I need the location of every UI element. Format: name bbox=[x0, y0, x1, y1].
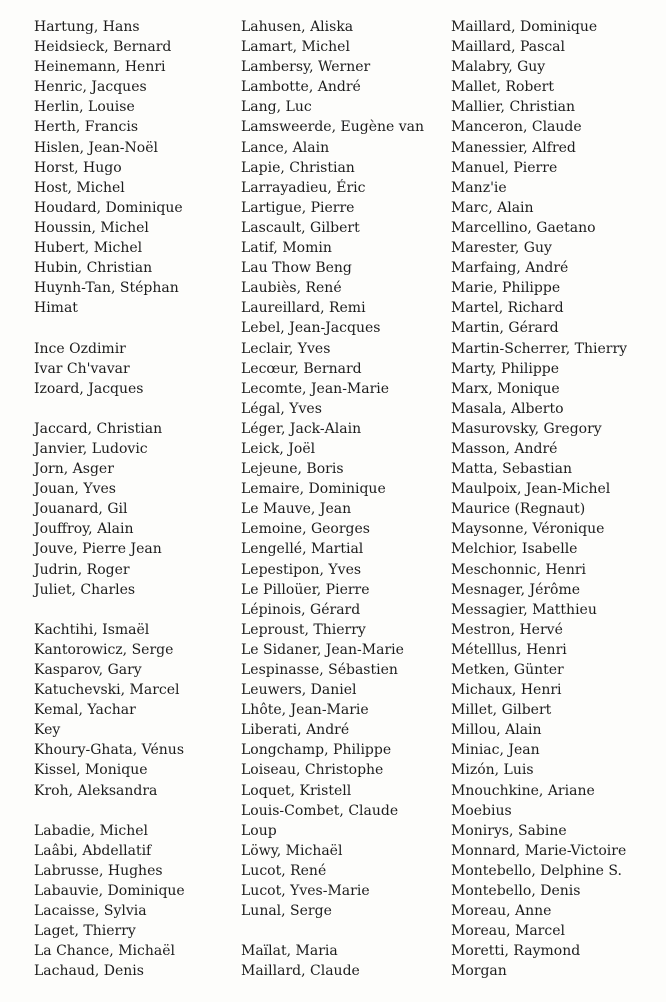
name-entry: Leclair, Yves bbox=[241, 340, 331, 357]
name-entry: Lemoine, Georges bbox=[241, 521, 370, 538]
name-entry: Lambotte, André bbox=[241, 79, 361, 96]
name-entry: Lartigue, Pierre bbox=[241, 199, 355, 216]
name-entry: Lucot, René bbox=[241, 862, 327, 879]
name-entry: Laâbi, Abdellatif bbox=[34, 842, 152, 859]
section-gap bbox=[34, 600, 185, 620]
name-entry: Izoard, Jacques bbox=[34, 380, 144, 397]
name-entry: Moebius bbox=[451, 802, 512, 819]
name-entry: Lacaisse, Sylvia bbox=[34, 903, 147, 920]
name-entry: Lejeune, Boris bbox=[241, 461, 344, 478]
name-entry: Heinemann, Henri bbox=[34, 59, 166, 76]
name-entry: Maillard, Dominique bbox=[451, 19, 598, 35]
name-entry: Houdard, Dominique bbox=[34, 199, 183, 216]
name-entry: Loup bbox=[241, 822, 277, 839]
name-entry: Lascault, Gilbert bbox=[241, 219, 360, 236]
name-entry: Melchior, Isabelle bbox=[451, 541, 578, 558]
name-entry: Katuchevski, Marcel bbox=[34, 682, 180, 699]
name-entry: Lahusen, Aliska bbox=[241, 19, 354, 35]
name-entry: Masson, André bbox=[451, 440, 558, 457]
name-entry: Moreau, Marcel bbox=[451, 923, 565, 940]
name-entry: Mesnager, Jérôme bbox=[451, 581, 581, 598]
name-entry: Lapie, Christian bbox=[241, 159, 355, 176]
name-entry: Herlin, Louise bbox=[34, 99, 135, 116]
name-entry: Légal, Yves bbox=[241, 400, 322, 417]
name-entry: Khoury-Ghata, Vénus bbox=[34, 742, 185, 759]
name-entry: Moretti, Raymond bbox=[451, 943, 581, 960]
name-entry: Hubin, Christian bbox=[34, 260, 153, 277]
name-entry: Liberati, André bbox=[241, 722, 350, 739]
name-entry: Kroh, Aleksandra bbox=[34, 782, 158, 799]
name-entry: Kemal, Yachar bbox=[34, 702, 136, 719]
name-entry: Larrayadieu, Éric bbox=[241, 179, 366, 196]
name-entry: Martel, Richard bbox=[451, 300, 564, 317]
name-entry: Lance, Alain bbox=[241, 139, 330, 156]
name-entry: Manuel, Pierre bbox=[451, 159, 558, 176]
name-entry: Ivar Ch'vavar bbox=[34, 360, 130, 377]
name-entry: Kasparov, Gary bbox=[34, 662, 142, 678]
name-entry: Jaccard, Christian bbox=[34, 420, 163, 437]
name-entry: Montebello, Denis bbox=[451, 883, 581, 900]
name-entry: Hislen, Jean-Noël bbox=[34, 139, 158, 156]
name-entry: Marty, Philippe bbox=[451, 360, 560, 377]
name-entry: Michaux, Henri bbox=[451, 682, 562, 699]
name-entry: Montebello, Delphine S. bbox=[451, 862, 622, 879]
name-entry: Jouan, Yves bbox=[34, 481, 116, 498]
name-entry: Löwy, Michaël bbox=[241, 842, 343, 859]
name-entry: Loquet, Kristell bbox=[241, 782, 352, 799]
name-entry: Masala, Alberto bbox=[451, 400, 564, 417]
name-entry: Miniac, Jean bbox=[451, 742, 540, 759]
name-column-2 bbox=[241, 17, 424, 982]
name-entry: Ince Ozdimir bbox=[34, 340, 126, 357]
name-entry: Le Mauve, Jean bbox=[241, 501, 352, 518]
name-entry: Laubiès, René bbox=[241, 280, 342, 297]
name-entry: Lemaire, Dominique bbox=[241, 481, 386, 498]
name-entry: Hubert, Michel bbox=[34, 240, 143, 257]
name-entry: Marc, Alain bbox=[451, 199, 534, 216]
name-entry: Mizón, Luis bbox=[451, 762, 534, 779]
name-entry: Moreau, Anne bbox=[451, 903, 552, 920]
name-entry: Laget, Thierry bbox=[34, 923, 136, 940]
name-entry: Kissel, Monique bbox=[34, 762, 148, 779]
section-gap bbox=[34, 801, 185, 821]
name-entry: Monirys, Sabine bbox=[451, 822, 567, 839]
name-entry: Millet, Gilbert bbox=[451, 702, 552, 719]
name-entry: Mnouchkine, Ariane bbox=[451, 782, 595, 799]
name-entry: Kantorowicz, Serge bbox=[34, 641, 174, 658]
name-entry: Lambersy, Werner bbox=[241, 59, 371, 76]
name-entry: Houssin, Michel bbox=[34, 219, 149, 236]
name-entry: Herth, Francis bbox=[34, 119, 139, 136]
name-entry: Manessier, Alfred bbox=[451, 139, 576, 156]
name-entry: Morgan bbox=[451, 963, 507, 980]
name-entry: Juliet, Charles bbox=[34, 581, 136, 598]
name-entry: Le Sidaner, Jean-Marie bbox=[241, 641, 404, 658]
name-entry: Lau Thow Beng bbox=[241, 260, 352, 277]
name-entry: Lachaud, Denis bbox=[34, 963, 144, 980]
name-entry: Masurovsky, Gregory bbox=[451, 420, 602, 437]
name-entry: Loiseau, Christophe bbox=[241, 762, 384, 779]
name-entry: Himat bbox=[34, 300, 78, 317]
name-entry: Mételllus, Henri bbox=[451, 641, 567, 658]
name-entry: Labadie, Michel bbox=[34, 822, 149, 839]
name-entry: Marfaing, André bbox=[451, 260, 569, 277]
name-entry: La Chance, Michaël bbox=[34, 943, 175, 960]
name-entry: Lebel, Jean-Jacques bbox=[241, 320, 381, 337]
name-entry: Martin, Gérard bbox=[451, 320, 559, 337]
name-entry: Maysonne, Véronique bbox=[451, 521, 605, 538]
name-column-3 bbox=[451, 17, 627, 982]
name-entry: Maurice (Regnaut) bbox=[451, 501, 586, 518]
name-entry: Messagier, Matthieu bbox=[451, 601, 597, 618]
name-entry: Janvier, Ludovic bbox=[34, 440, 148, 457]
name-entry: Lucot, Yves-Marie bbox=[241, 883, 370, 900]
name-entry: Lecœur, Bernard bbox=[241, 360, 362, 377]
name-entry: Kachtihi, Ismaël bbox=[34, 621, 150, 638]
name-entry: Marie, Philippe bbox=[451, 280, 561, 297]
name-entry: Horst, Hugo bbox=[34, 159, 122, 176]
name-column-1 bbox=[34, 17, 185, 982]
name-entry: Heidsieck, Bernard bbox=[34, 39, 172, 56]
name-entry: Lengellé, Martial bbox=[241, 541, 364, 558]
name-entry: Hartung, Hans bbox=[34, 19, 140, 35]
name-entry: Lamart, Michel bbox=[241, 39, 350, 56]
name-entry: Longchamp, Philippe bbox=[241, 742, 392, 759]
name-entry: Jouve, Pierre Jean bbox=[34, 541, 162, 558]
name-entry: Key bbox=[34, 722, 61, 739]
name-entry: Labrusse, Hughes bbox=[34, 862, 163, 879]
name-entry: Metken, Günter bbox=[451, 662, 564, 678]
name-entry: Matta, Sebastian bbox=[451, 461, 573, 478]
name-entry: Leick, Joël bbox=[241, 440, 316, 457]
name-entry: Labauvie, Dominique bbox=[34, 883, 185, 900]
name-entry: Lecomte, Jean-Marie bbox=[241, 380, 390, 397]
section-gap bbox=[241, 921, 424, 941]
name-entry: Marx, Monique bbox=[451, 380, 560, 397]
name-entry: Mallet, Robert bbox=[451, 79, 554, 96]
name-entry: Huynh-Tan, Stéphan bbox=[34, 280, 179, 297]
name-entry: Millou, Alain bbox=[451, 722, 542, 739]
name-entry: Lamsweerde, Eugène van bbox=[241, 119, 425, 136]
name-entry: Le Pilloüer, Pierre bbox=[241, 581, 370, 598]
name-entry: Lhôte, Jean-Marie bbox=[241, 702, 369, 719]
name-entry: Lang, Luc bbox=[241, 99, 312, 116]
name-entry: Henric, Jacques bbox=[34, 79, 147, 96]
name-entry: Mallier, Christian bbox=[451, 99, 576, 116]
name-entry: Lépinois, Gérard bbox=[241, 601, 361, 618]
name-entry: Laureillard, Remi bbox=[241, 300, 366, 317]
name-entry: Louis-Combet, Claude bbox=[241, 802, 399, 819]
name-entry: Maillard, Pascal bbox=[451, 39, 566, 56]
name-entry: Marester, Guy bbox=[451, 240, 552, 257]
name-entry: Jouffroy, Alain bbox=[34, 521, 134, 538]
name-entry: Latif, Momin bbox=[241, 240, 332, 257]
name-entry: Manz'ie bbox=[451, 179, 507, 196]
name-entry: Maillard, Claude bbox=[241, 963, 360, 980]
name-entry: Martin-Scherrer, Thierry bbox=[451, 340, 628, 357]
name-entry: Judrin, Roger bbox=[34, 561, 130, 578]
name-entry: Leuwers, Daniel bbox=[241, 682, 357, 699]
name-entry: Jorn, Asger bbox=[34, 461, 114, 478]
name-entry: Maulpoix, Jean-Michel bbox=[451, 481, 611, 498]
name-entry: Léger, Jack-Alain bbox=[241, 420, 362, 437]
section-gap bbox=[34, 399, 185, 419]
name-entry: Lepestipon, Yves bbox=[241, 561, 362, 578]
name-entry: Maïlat, Maria bbox=[241, 943, 338, 960]
name-entry: Meschonnic, Henri bbox=[451, 561, 587, 578]
name-entry: Mestron, Hervé bbox=[451, 621, 563, 638]
name-entry: Jouanard, Gil bbox=[34, 501, 128, 518]
name-entry: Lespinasse, Sébastien bbox=[241, 662, 398, 678]
name-entry: Malabry, Guy bbox=[451, 59, 546, 76]
name-entry: Leproust, Thierry bbox=[241, 621, 366, 638]
name-entry: Manceron, Claude bbox=[451, 119, 582, 136]
name-entry: Monnard, Marie-Victoire bbox=[451, 842, 627, 859]
name-entry: Lunal, Serge bbox=[241, 903, 332, 920]
name-entry: Host, Michel bbox=[34, 179, 125, 196]
name-entry: Marcellino, Gaetano bbox=[451, 219, 596, 236]
section-gap bbox=[34, 318, 185, 338]
